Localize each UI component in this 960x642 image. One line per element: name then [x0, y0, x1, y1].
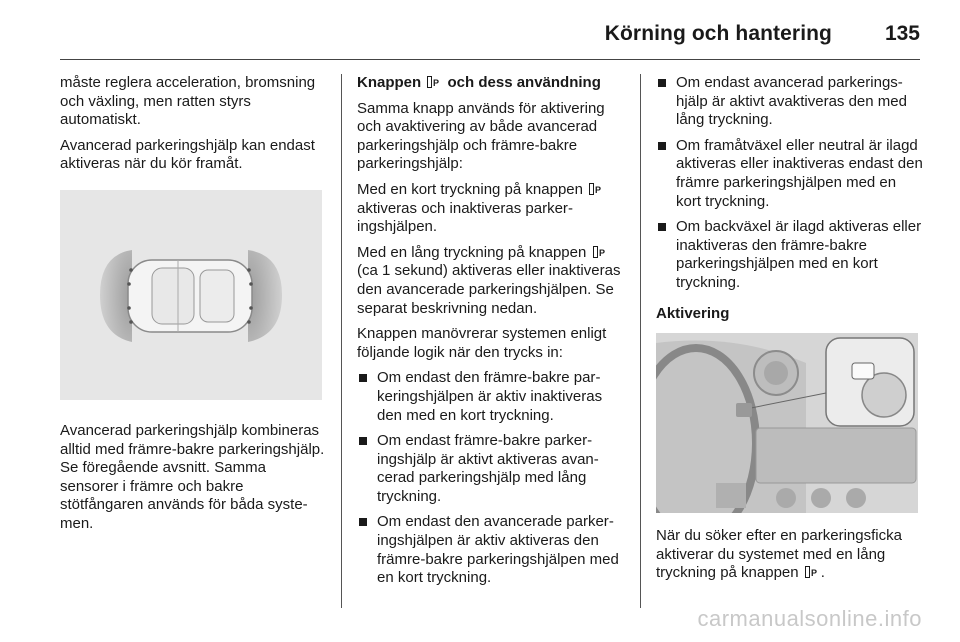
- list-item: [357, 513, 625, 587]
- column-1: [60, 74, 326, 541]
- svg-text:P: P: [433, 78, 440, 88]
- steering-wheel-icon: [656, 333, 918, 513]
- list-item: [656, 74, 924, 130]
- bullet-square-icon: [359, 374, 367, 382]
- list-item-text: Om endast avancerad parkeringshjälp är aktivt avaktiveras den med lång tryckning.: [676, 74, 907, 129]
- column-2: [357, 74, 625, 595]
- watermark: carmanualsonline.info: [697, 606, 922, 631]
- column-divider-1: [341, 74, 342, 608]
- bullet-square-icon: [359, 437, 367, 445]
- list-item: [656, 137, 924, 211]
- col2-p3-post: (ca 1 sekund) aktiveras eller inaktiveras den avancerade parkeringshjälpen. Se separat beskrivning nedan.: [357, 262, 621, 317]
- col3-p1-pre: När du söker efter en parkeringsficka aktiverar du systemet med en lång tryckning på knappen: [656, 527, 902, 582]
- list-item: [357, 432, 625, 506]
- bullet-square-icon: [658, 79, 666, 87]
- col1-paragraph-1: måste reglera acceleration, bromsning och växling, men ratten styrs automatiskt.: [60, 74, 316, 129]
- list-item-text: Om framåtväxel eller neutral är ilagd aktiveras eller inaktiveras endast den främre parkeringshjälpen med en kort tryckning.: [676, 136, 923, 210]
- col2-p2-pre: Med en kort tryckning på knappen: [357, 180, 583, 198]
- dashboard-illustration: [656, 333, 918, 513]
- bullet-square-icon: [658, 142, 666, 150]
- bullet-square-icon: [658, 223, 666, 231]
- col2-p2-post: aktiveras och inaktiveras parkeringshjälpen.: [357, 199, 573, 236]
- col2-bullet-list: [357, 369, 625, 588]
- col3-bullet-list: [656, 74, 924, 293]
- col2-paragraph-1: Samma knapp används för aktivering och avaktivering av både avancerad parkeringshjälp och främre-bakre parkeringshjälp:: [357, 99, 605, 173]
- list-item: [357, 369, 625, 425]
- bullet-square-icon: [359, 518, 367, 526]
- column-divider-2: [640, 74, 641, 608]
- list-item: [656, 218, 924, 292]
- header-title: Körning och hantering: [604, 22, 832, 45]
- svg-text:P: P: [598, 247, 605, 258]
- parking-sensors-illustration: [60, 190, 322, 400]
- col2-paragraph-4: Knappen manövrerar systemen enligt följande logik när den trycks in:: [357, 325, 607, 361]
- section-heading-activation: Aktivering: [656, 304, 730, 322]
- header-rule: [60, 59, 920, 60]
- svg-text:P: P: [810, 568, 817, 579]
- col2-paragraph-3: [357, 244, 625, 318]
- car-top-view-icon: [60, 190, 322, 400]
- column-3: [656, 74, 924, 590]
- col1-paragraph-2: Avancerad parkeringshjälp kan endast aktiveras när du kör framåt.: [60, 136, 315, 173]
- col1-paragraph-3: Avancerad parkeringshjälp kombineras alltid med främre-bakre parkeringshjälp. Se föregående avsnitt. Samma sensorer i främre och bakre stötfångaren används för båda systemen.: [60, 421, 325, 532]
- list-item-text: Om endast den främre-bakre parkeringshjälpen är aktiv inaktiveras den med en kort tryckning.: [377, 369, 603, 424]
- col3-p1-post: .: [820, 564, 825, 582]
- parking-assist-button-icon: [593, 246, 607, 258]
- heading-text-post: och dess användning: [447, 74, 601, 91]
- section-heading-button: [357, 74, 625, 93]
- heading-text-pre: Knappen: [357, 74, 422, 91]
- parking-assist-button-icon: [805, 566, 819, 578]
- parking-assist-button-icon: [589, 183, 603, 195]
- col3-paragraph-1: [656, 527, 924, 583]
- list-item-text: Om endast den avancerade parkeringshjälpen är aktiv aktiveras den främre-bakre parkeringshjälpen med en kort tryckning.: [377, 513, 619, 587]
- col2-paragraph-2: [357, 181, 625, 237]
- svg-text:P: P: [595, 184, 602, 195]
- list-item-text: Om endast främre-bakre parkeringshjälp är aktivt aktiveras avancerad parkeringshjälp med lång tryckning.: [377, 432, 599, 505]
- parking-assist-button-icon: [427, 76, 441, 88]
- page-number: 135: [884, 22, 920, 45]
- list-item-text: Om backväxel är ilagd aktiveras eller inaktiveras den främre-bakre parkeringshjälpen med en kort tryckning.: [676, 218, 922, 291]
- col2-p3-pre: Med en lång tryckning på knappen: [357, 243, 587, 261]
